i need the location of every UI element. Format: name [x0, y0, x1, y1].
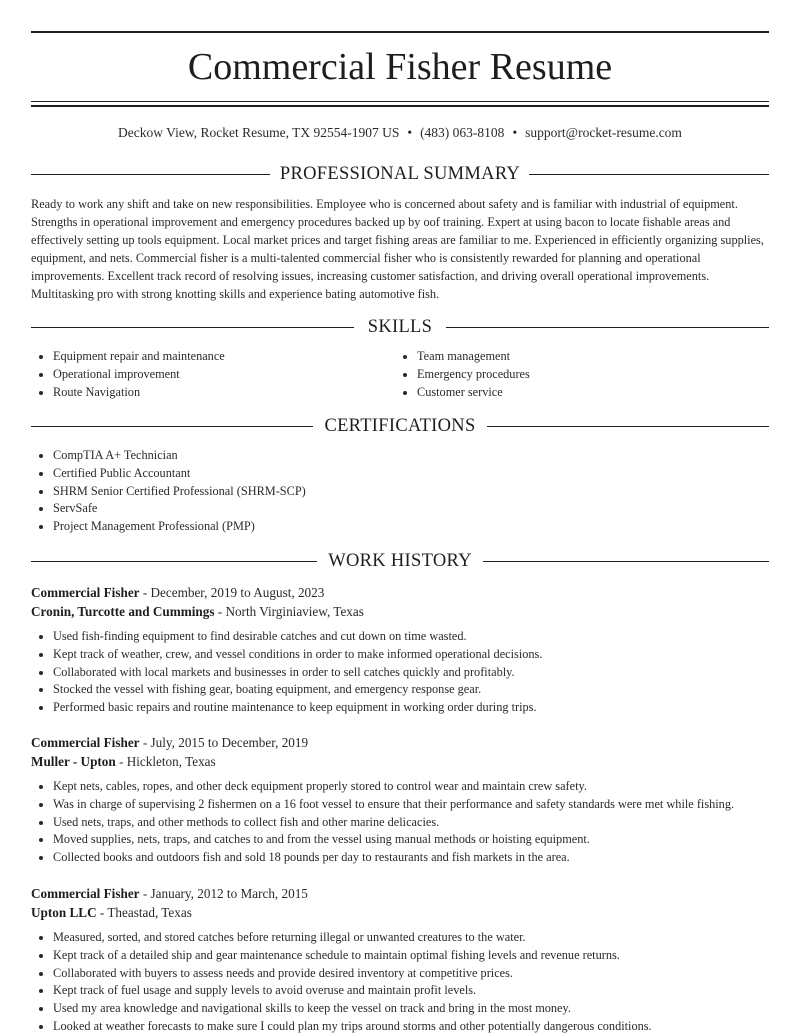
certification-item: • SHRM Senior Certified Professional (SHRM-SCP)	[53, 483, 791, 501]
summary-text: Ready to work any shift and take on new responsibilities. Employee who is concerned about safety and is familiar with industrial of equipment. Strengths in operational improvement and emergency procedures backed up by oof training. Expert at using bacon to locate fishable areas and effectively setting up tools equipment. Local market prices and target fishing areas are familiar to me. Experienced in efficiently organizing supplies, equipment, and nets. Commercial fisher is a multi-talented commercial fisher who is consistently rewarded for planning and operational improvements. Excellent track record of resolving issues, increasing customer satisfaction, and driving overall operational improvements. Multitasking pro with strong knotting skills and experience bating automotive fish.	[31, 197, 764, 301]
skill-item: • Operational improvement	[53, 366, 413, 384]
job-dates: - July, 2015 to December, 2019	[139, 735, 309, 750]
job-bullet: • Used nets, traps, and other methods to collect fish and other marine delicacies.	[53, 814, 769, 832]
job-title: Commercial Fisher	[31, 735, 140, 750]
job-bullets	[31, 628, 769, 717]
skill-item: • Route Navigation	[53, 384, 413, 402]
contact-address: Deckow View, Rocket Resume, TX 92554-1907 US	[118, 125, 400, 140]
skill-item: • Equipment repair and maintenance	[53, 348, 413, 366]
job-company: Muller - Upton	[31, 754, 116, 769]
job-bullet: • Kept track of weather, crew, and vessel conditions in order to make informed operational decisions.	[53, 646, 769, 664]
job-entry	[31, 583, 769, 717]
contact-email: support@rocket-resume.com	[525, 125, 682, 140]
job-bullet: • Collaborated with buyers to assess needs and provide desired inventory at competitive prices.	[53, 965, 769, 983]
job-bullet: • Stocked the vessel with fishing gear, boating equipment, and emergency response gear.	[53, 681, 769, 699]
job-bullet: • Kept track of a detailed ship and gear maintenance schedule to maintain optimal fishing levels and revenue returns.	[53, 947, 769, 965]
section-header-summary	[31, 163, 769, 185]
job-title: Commercial Fisher	[31, 886, 140, 901]
job-company: Cronin, Turcotte and Cummings	[31, 604, 215, 619]
section-title-skills: SKILLS	[367, 317, 433, 337]
job-bullet: • Kept track of fuel usage and supply levels to avoid overuse and maintain profit levels.	[53, 982, 769, 1000]
certification-item: • Project Management Professional (PMP)	[53, 518, 791, 536]
section-header-work-history	[31, 550, 769, 572]
job-bullet: • Collaborated with local markets and businesses in order to sell catches quickly and profitably.	[53, 664, 769, 682]
skills-list-right	[395, 348, 787, 401]
skill-item: • Team management	[417, 348, 787, 366]
job-company-line	[31, 602, 769, 621]
job-title-line	[31, 733, 769, 752]
job-title: Commercial Fisher	[31, 585, 140, 600]
certification-item: • Certified Public Accountant	[53, 465, 791, 483]
section-title-work-history: WORK HISTORY	[328, 551, 472, 571]
section-rule-right	[529, 174, 769, 175]
job-bullets	[31, 929, 769, 1036]
job-bullet: • Kept nets, cables, ropes, and other deck equipment properly stored to control wear and maintain crew safety.	[53, 778, 769, 796]
section-rule-right	[483, 561, 769, 562]
job-bullet: • Moved supplies, nets, traps, and catches to and from the vessel using manual methods or hoisting equipment.	[53, 831, 769, 849]
page-title: Commercial Fisher Resume	[187, 46, 613, 88]
job-bullet: • Performed basic repairs and routine maintenance to keep equipment in working order during trips.	[53, 699, 769, 717]
title-rule-thin	[31, 101, 769, 102]
job-company-line	[31, 752, 769, 771]
job-entry	[31, 884, 769, 1036]
section-rule-right	[487, 426, 769, 427]
job-company-line	[31, 903, 769, 922]
job-location: - North Virginiaview, Texas	[214, 604, 364, 619]
section-header-certifications	[31, 415, 769, 437]
section-rule-right	[446, 327, 769, 328]
section-title-summary: PROFESSIONAL SUMMARY	[279, 164, 521, 184]
job-title-line	[31, 884, 769, 903]
section-title-certifications: CERTIFICATIONS	[324, 416, 476, 436]
job-dates: - December, 2019 to August, 2023	[139, 585, 325, 600]
job-bullet: • Looked at weather forecasts to make sure I could plan my trips around storms and other potentially dangerous conditions.	[53, 1018, 769, 1036]
contact-phone: (483) 063-8108	[420, 125, 505, 140]
job-company: Upton LLC	[31, 905, 97, 920]
certification-item: • CompTIA A+ Technician	[53, 447, 791, 465]
job-title-line	[31, 583, 769, 602]
job-bullet: • Measured, sorted, and stored catches before returning illegal or unwanted creatures to the water.	[53, 929, 769, 947]
contact-separator: •	[512, 125, 518, 140]
job-bullet: • Was in charge of supervising 2 fishermen on a 16 foot vessel to ensure that their performance and safety standards were met while fishing.	[53, 796, 769, 814]
skills-list-left	[31, 348, 413, 401]
skill-item: • Customer service	[417, 384, 787, 402]
contact-line	[31, 123, 769, 143]
section-header-skills	[31, 316, 769, 338]
job-bullet: • Used my area knowledge and navigational skills to keep the vessel on track and bring in the most money.	[53, 1000, 769, 1018]
top-rule	[31, 31, 769, 33]
job-location: - Theastad, Texas	[96, 905, 192, 920]
job-bullets	[31, 778, 769, 867]
job-bullet: • Collected books and outdoors fish and sold 18 pounds per day to restaurants and fish markets in the area.	[53, 849, 769, 867]
title-rule-thick	[31, 105, 769, 107]
job-location: - Hickleton, Texas	[115, 754, 216, 769]
job-dates: - January, 2012 to March, 2015	[139, 886, 308, 901]
skill-item: • Emergency procedures	[417, 366, 787, 384]
certification-item: • ServSafe	[53, 500, 791, 518]
certifications-list	[31, 447, 791, 536]
job-entry	[31, 733, 769, 867]
job-bullet: • Used fish-finding equipment to find desirable catches and cut down on time wasted.	[53, 628, 769, 646]
contact-separator: •	[407, 125, 413, 140]
